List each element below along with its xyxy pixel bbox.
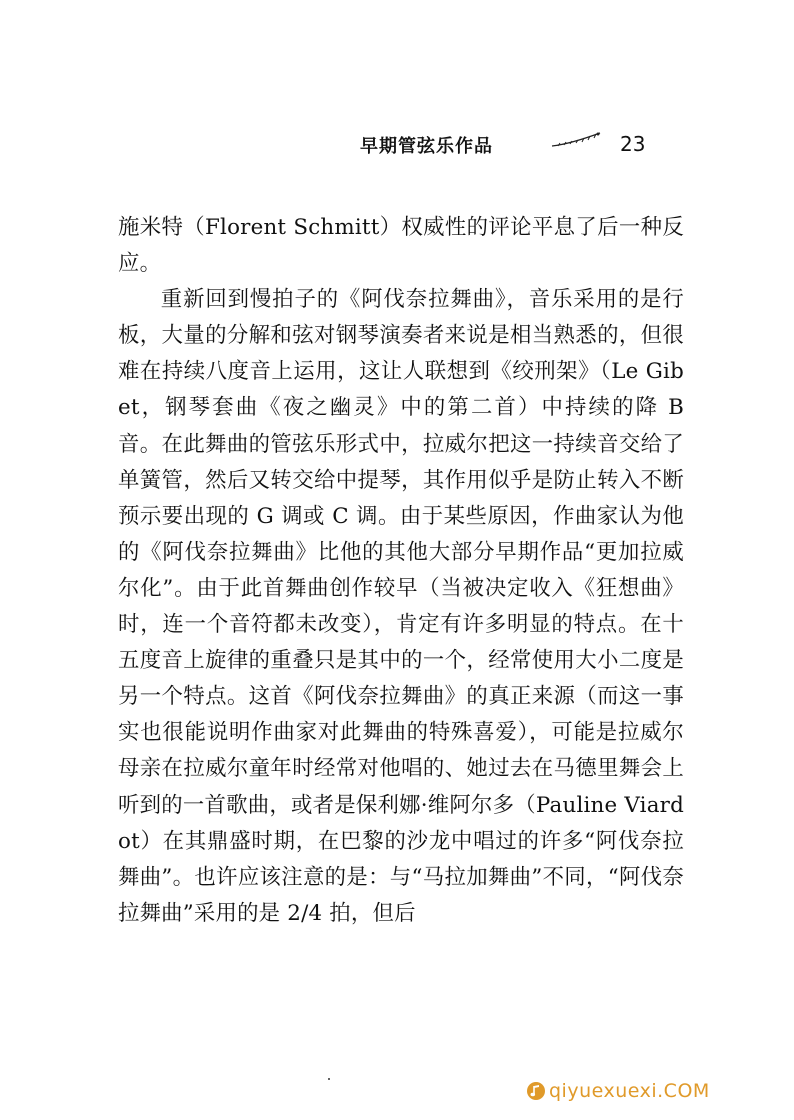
paragraph: 重新回到慢拍子的《阿伐奈拉舞曲》，音乐采用的是行板，大量的分解和弦对钢琴演奏者来说是相当熟悉的，但很难在持续八度音上运用，这让人联想到《绞刑架》（Le Gibet，钢琴套曲《夜之幽灵》中的第二首）中持续的降 B 音。在此舞曲的管弦乐形式中，拉威尔把这一持续音交给了单簧管，然后又转交给中提琴，其作用似乎是防止转入不断预示要出现的 G 调或 C 调。由于某些原因，作曲家认为他的《阿伐奈拉舞曲》比他的其他大部分早期作品“更加拉威尔化”。由于此首舞曲创作较早（当被决定收入《狂想曲》时，连一个音符都未改变），肯定有许多明显的特点。在十五度音上旋律的重叠只是其中的一个，经常使用大小二度是另一个特点。这首《阿伐奈拉舞曲》的真正来源（而这一事实也很能说明作曲家对此舞曲的特殊喜爱），可能是拉威尔母亲在拉威尔童年时经常对他唱的、她过去在马德里舞会上听到的一首歌曲，或者是保利娜·维阿尔多（Pauline Viardot）在其鼎盛时期，在巴黎的沙龙中唱过的许多“阿伐奈拉舞曲”。也许应该注意的是：与“马拉加舞曲”不同，“阿伐奈拉舞曲”采用的是 2/4 拍，但后 (118, 287, 684, 926)
running-title: 早期管弦乐作品 (360, 136, 493, 157)
scan-speck (328, 1078, 330, 1080)
page-header (360, 130, 660, 160)
paragraph: 施米特（Florent Schmitt）权威性的评论平息了后一种反应。 (118, 215, 684, 277)
ornament-flourish-icon (550, 131, 602, 149)
body-text (118, 210, 684, 932)
music-note-logo-icon (526, 1081, 546, 1101)
page-number: 23 (620, 132, 646, 156)
watermark (526, 1078, 710, 1104)
watermark-text: qiyuexuexi.COM (549, 1080, 710, 1102)
